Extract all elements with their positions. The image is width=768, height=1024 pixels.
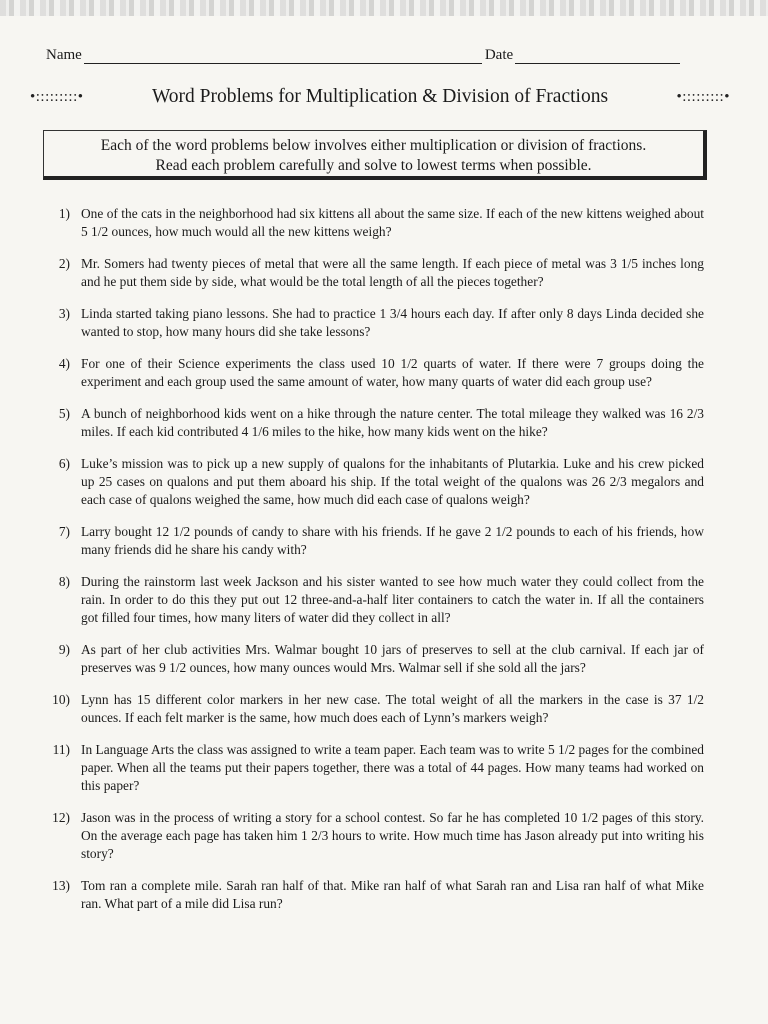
- problem-number: 12): [52, 810, 70, 825]
- instructions-box: [43, 130, 707, 180]
- problem-text: Tom ran a complete mile. Sarah ran half of that. Mike ran half of what Sarah ran and Lisa ran half of what Mike ran. What part of a mile did Lisa run?: [81, 878, 704, 911]
- page-title: Word Problems for Multiplication & Division of Fractions: [151, 86, 609, 107]
- problem-list: [42, 205, 704, 913]
- problem-text: Luke’s mission was to pick up a new supply of qualons for the inhabitants of Plutarkia. Luke and his crew picked up 25 cases on qualons and put them aboard his ship. If the total weight of the qualons was 26 2/3 megalors and each case of qualons weighed the same, how much did each case of qualons weigh?: [81, 456, 704, 507]
- problem-number: 6): [58, 456, 70, 471]
- date-label: Date: [484, 47, 514, 63]
- name-date-header: [46, 47, 696, 64]
- problem-text: One of the cats in the neighborhood had six kittens all about the same size. If each of the new kittens weighed about 5 1/2 ounces, how much would all the new kittens weigh?: [81, 206, 704, 239]
- problem-text: For one of their Science experiments the class used 10 1/2 quarts of water. If there were 7 groups doing the experiment and each group used the same amount of water, how many quarts of water did each group use?: [81, 356, 704, 389]
- name-field[interactable]: [84, 49, 482, 64]
- problem-number: 13): [52, 878, 70, 893]
- problem-number: 3): [58, 306, 70, 321]
- title-right-ornament: •:::::::::•: [676, 88, 730, 105]
- problem-text: In Language Arts the class was assigned to write a team paper. Each team was to write 5 1/2 pages for the combined paper. When all the teams put their papers together, there was a total of 44 pages. How many teams had worked on this paper?: [81, 742, 704, 793]
- name-label: Name: [46, 47, 82, 63]
- problem-item: [42, 741, 704, 795]
- instructions-line-2: Read each problem carefully and solve to lowest terms when possible.: [155, 157, 592, 174]
- problem-item: [42, 355, 704, 391]
- problem-item: [42, 255, 704, 291]
- problem-number: 7): [58, 524, 70, 539]
- problem-item: [42, 809, 704, 863]
- problem-item: [42, 691, 704, 727]
- problem-number: 11): [52, 742, 70, 757]
- problem-text: Linda started taking piano lessons. She had to practice 1 3/4 hours each day. If after only 8 days Linda decided she wanted to stop, how many hours did she take lessons?: [81, 306, 704, 339]
- problem-item: [42, 573, 704, 627]
- problem-number: 8): [58, 574, 70, 589]
- problem-number: 9): [58, 642, 70, 657]
- problem-number: 2): [58, 256, 70, 271]
- problem-number: 5): [58, 406, 70, 421]
- title-left-ornament: •:::::::::•: [30, 88, 84, 105]
- title-row: [30, 86, 730, 108]
- problem-text: A bunch of neighborhood kids went on a hike through the nature center. The total mileage they walked was 16 2/3 miles. If each kid contributed 4 1/6 miles to the hike, how many kids went on the hike?: [81, 406, 704, 439]
- problem-text: As part of her club activities Mrs. Walmar bought 10 jars of preserves to sell at the club carnival. If each jar of preserves was 9 1/2 ounces, how many ounces would Mrs. Walmar sell if she sold all the jars?: [81, 642, 704, 675]
- problem-text: Larry bought 12 1/2 pounds of candy to share with his friends. If he gave 2 1/2 pounds to each of his friends, how many friends did he share his candy with?: [81, 524, 704, 557]
- problem-number: 4): [58, 356, 70, 371]
- problem-item: [42, 877, 704, 913]
- problem-text: Mr. Somers had twenty pieces of metal that were all the same length. If each piece of metal was 3 1/5 inches long and he put them side by side, what would be the total length of all the pieces together?: [81, 256, 704, 289]
- problem-item: [42, 455, 704, 509]
- problem-item: [42, 205, 704, 241]
- instructions-line-1: Each of the word problems below involves either multiplication or division of fractions.: [100, 137, 647, 154]
- problem-item: [42, 305, 704, 341]
- problem-item: [42, 641, 704, 677]
- problem-number: 1): [58, 206, 70, 221]
- date-field[interactable]: [515, 49, 680, 64]
- problem-text: Lynn has 15 different color markers in her new case. The total weight of all the markers in the case is 37 1/2 ounces. If each felt marker is the same, how much does each of Lynn’s markers weigh?: [81, 692, 704, 725]
- scan-artifact: [0, 0, 768, 16]
- problem-text: Jason was in the process of writing a story for a school contest. So far he has completed 10 1/2 pages of this story. On the average each page has taken him 1 2/3 hours to write. How much time has Jason already put into writing his story?: [81, 810, 704, 861]
- problem-text: During the rainstorm last week Jackson and his sister wanted to see how much water they could collect from the rain. In order to do this they put out 12 three-and-a-half liter containers to catch the water in. If all the containers got filled four times, how many liters of water did they collect in all?: [81, 574, 704, 625]
- problem-number: 10): [52, 692, 70, 707]
- problem-item: [42, 523, 704, 559]
- problem-item: [42, 405, 704, 441]
